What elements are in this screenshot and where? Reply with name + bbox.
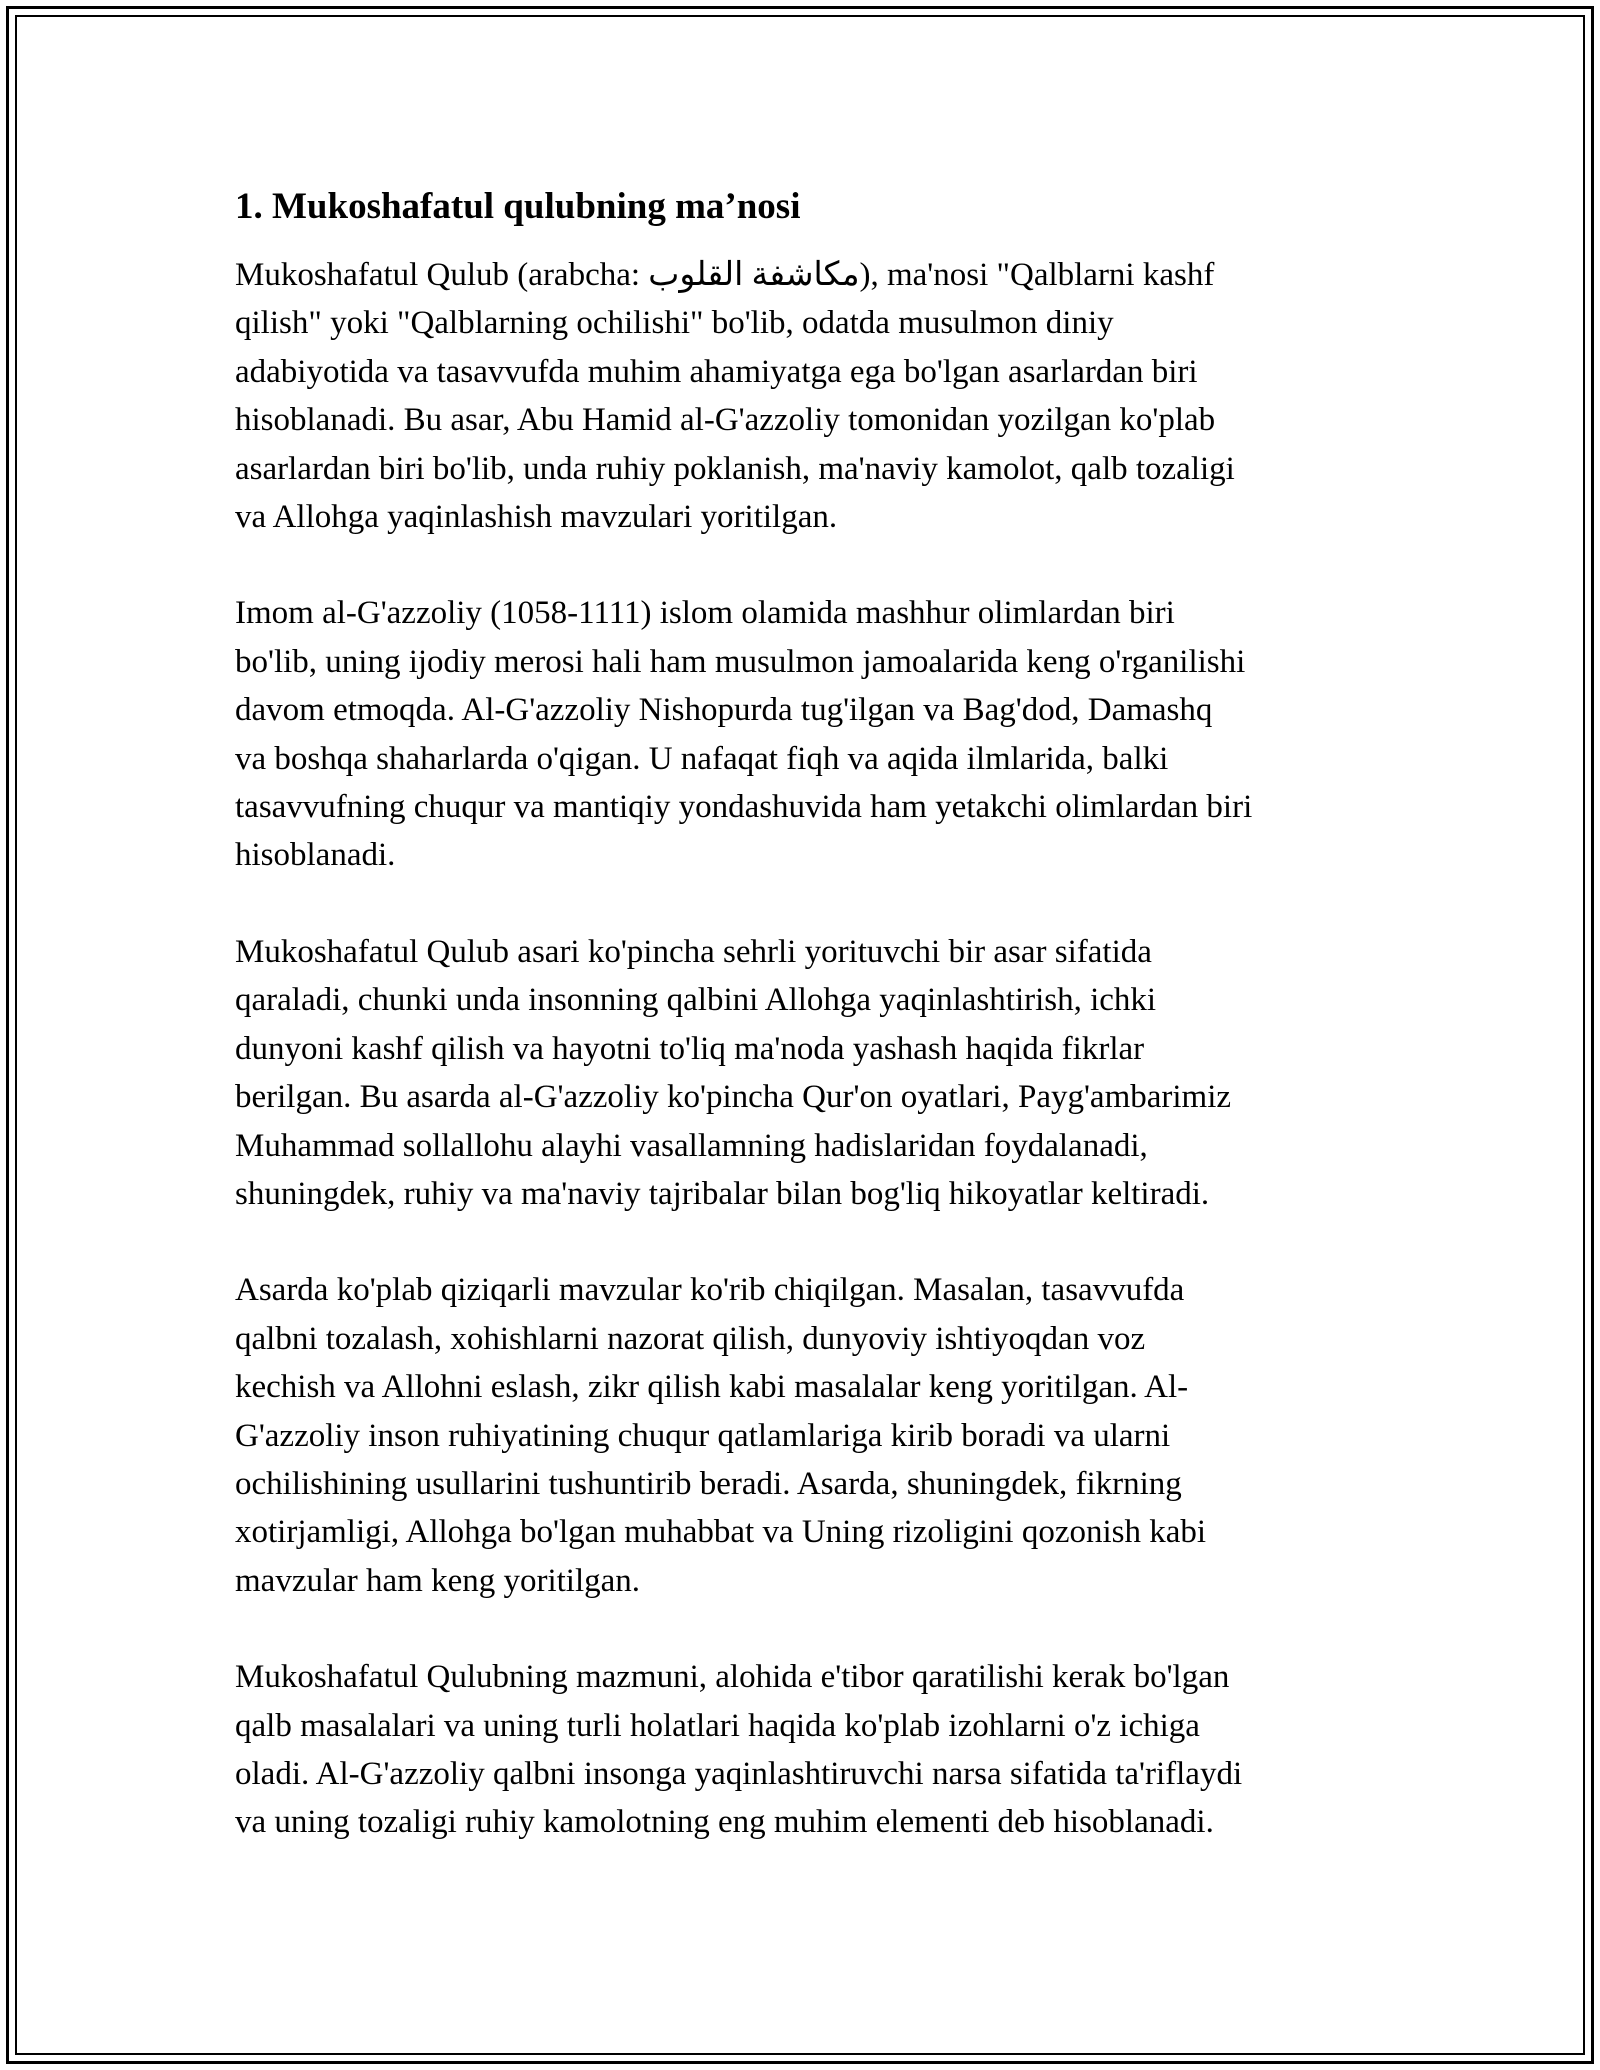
paragraph-1: Mukoshafatul Qulub (arabcha: مكاشفة القلوب), ma'nosi "Qalblarni kashf qilish" yoki "Qalblarning ochilishi" bo'lib, odatda musulmon diniy adabiyotida va tasavvufda muhim ahamiyatga ega bo'lgan asarlardan biri hisoblanadi. Bu asar, Abu Hamid al-G'azzoliy tomonidan yozilgan ko'plab asarlardan biri bo'lib, unda ruhiy poklanish, ma'naviy kamolot, qalb tozaligi va Allohga yaqinlashish mavzulari yoritilgan. [235, 257, 1235, 536]
document-body [235, 185, 1375, 1847]
paragraph-5: Mukoshafatul Qulubning mazmuni, alohida e'tibor qaratilishi kerak bo'lgan qalb masalalari va uning turli holatlari haqida ko'plab izohlarni o'z ichiga oladi. Al-G'azzoliy qalbni insonga yaqinlashtiruvchi narsa sifatida ta'riflaydi va uning tozaligi ruhiy kamolotning eng muhim elementi deb hisoblanadi. [235, 1659, 1243, 1841]
paragraph-3: Mukoshafatul Qulub asari ko'pincha sehrli yorituvchi bir asar sifatida qaraladi, chunki unda insonning qalbini Allohga yaqinlashtirish, ichki dunyoni kashf qilish va hayotni to'liq ma'noda yashash haqida fikrlar berilgan. Bu asarda al-G'azzoliy ko'pincha Qur'on oyatlari, Payg'ambarimiz Muhammad sollallohu alayhi vasallamning hadislaridan foydalanadi, shuningdek, ruhiy va ma'naviy tajribalar bilan bog'liq hikoyatlar keltiradi. [235, 933, 1232, 1212]
section-heading: 1. Mukoshafatul qulubning ma’nosi [235, 186, 801, 227]
paragraph-4: Asarda ko'plab qiziqarli mavzular ko'rib chiqilgan. Masalan, tasavvufda qalbni tozalash, xohishlarni nazorat qilish, dunyoviy ishtiyoqdan voz kechish va Allohni eslash, zikr qilish kabi masalalar keng yoritilgan. Al- G'azzoliy inson ruhiyatining chuqur qatlamlariga kirib boradi va ularni ochilishining usullarini tushuntirib beradi. Asarda, shuningdek, fikrning xotirjamligi, Allohga bo'lgan muhabbat va Uning rizoligini qozonish kabi mavzular ham keng yoritilgan. [235, 1272, 1207, 1599]
paragraph-2: Imom al-G'azzoliy (1058-1111) islom olamida mashhur olimlardan biri bo'lib, uning ijodiy merosi hali ham musulmon jamoalarida keng o'rganilishi davom etmoqda. Al-G'azzoliy Nishopurda tug'ilgan va Bag'dod, Damashq va boshqa shaharlarda o'qigan. U nafaqat fiqh va aqida ilmlarida, balki tasavvufning chuqur va mantiqiy yondashuvida ham yetakchi olimlardan biri hisoblanadi. [235, 595, 1253, 874]
